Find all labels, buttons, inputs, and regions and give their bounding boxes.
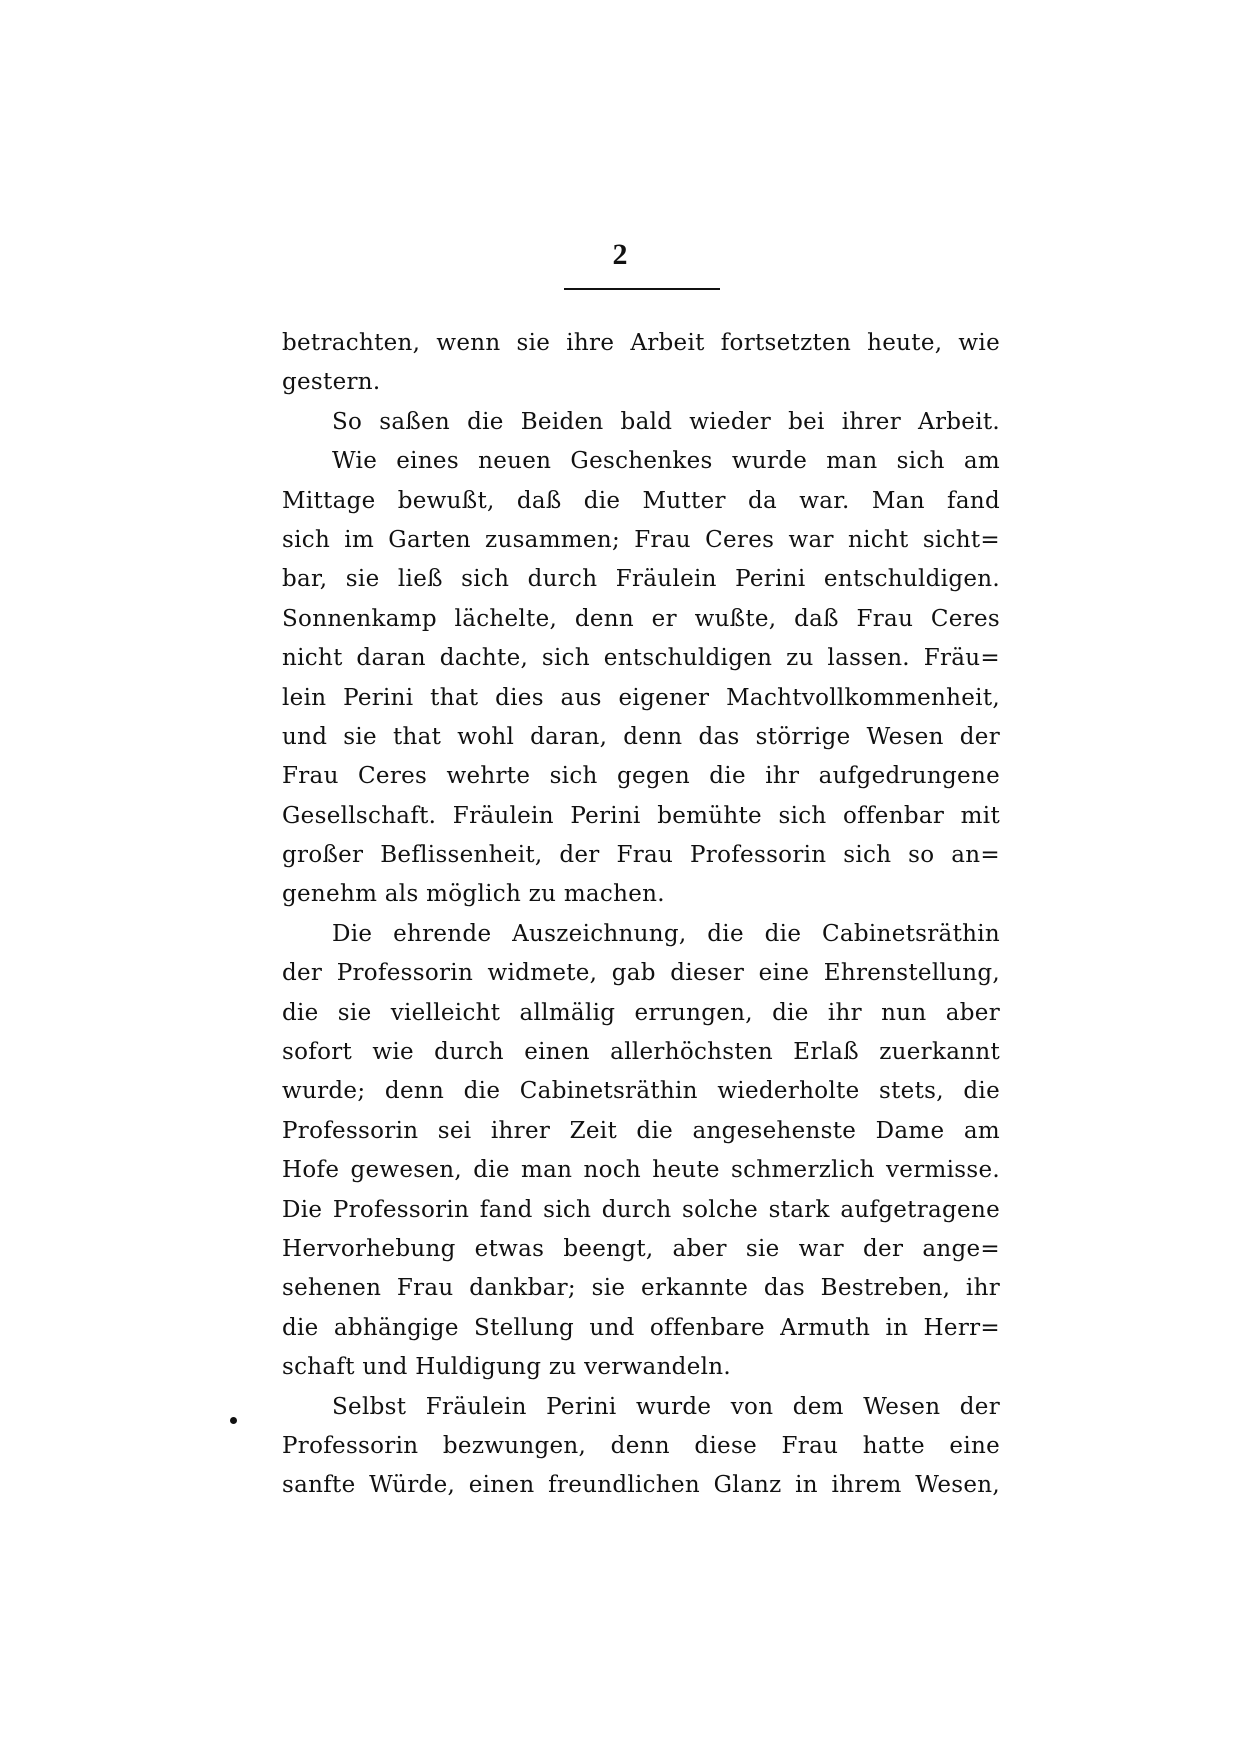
text-line: großer Beflissenheit, der Frau Professorin sich so an= — [282, 842, 1000, 869]
text-line: Selbst Fräulein Perini wurde von dem Wesen der — [332, 1393, 1000, 1420]
text-line: sehenen Frau dankbar; sie erkannte das Bestreben, ihr — [282, 1275, 1000, 1302]
text-line: die abhängige Stellung und offenbare Armuth in Herr= — [282, 1314, 1000, 1341]
text-line: Wie eines neuen Geschenkes wurde man sich am — [332, 448, 1000, 475]
text-line: sich im Garten zusammen; Frau Ceres war nicht sicht= — [282, 526, 1000, 553]
page-number: 2 — [612, 238, 628, 271]
text-line: die sie vielleicht allmälig errungen, die ihr nun aber — [282, 999, 1000, 1026]
text-line: Mittage bewußt, daß die Mutter da war. Man fand — [282, 487, 1000, 514]
text-line: So saßen die Beiden bald wieder bei ihrer Arbeit. — [332, 408, 1000, 435]
text-line: und sie that wohl daran, denn das störrige Wesen der — [282, 723, 1000, 750]
text-line: sofort wie durch einen allerhöchsten Erlaß zuerkannt — [282, 1039, 1000, 1066]
text-line: Sonnenkamp lächelte, denn er wußte, daß Frau Ceres — [282, 605, 1000, 632]
text-line: bar, sie ließ sich durch Fräulein Perini entschuldigen. — [282, 566, 1000, 593]
text-line: betrachten, wenn sie ihre Arbeit fortsetzten heute, wie — [282, 330, 1000, 356]
text-line: Frau Ceres wehrte sich gegen die ihr aufgedrungene — [282, 763, 1000, 790]
text-line: Hofe gewesen, die man noch heute schmerzlich vermisse. — [282, 1157, 1000, 1184]
margin-mark — [230, 1417, 237, 1424]
text-line: Professorin bezwungen, denn diese Frau hatte eine — [282, 1432, 1000, 1459]
text-line: nicht daran dachte, sich entschuldigen zu lassen. Fräu= — [282, 645, 1000, 672]
text-line: Professorin sei ihrer Zeit die angesehenste Dame am — [282, 1117, 1000, 1144]
text-line: Die ehrende Auszeichnung, die die Cabinetsräthin — [332, 920, 1000, 947]
text-line: schaft und Huldigung zu verwandeln. — [282, 1354, 731, 1381]
text-line: wurde; denn die Cabinetsräthin wiederholte stets, die — [282, 1078, 1000, 1105]
text-line: gestern. — [282, 369, 381, 396]
text-line: Hervorhebung etwas beengt, aber sie war der ange= — [282, 1235, 1000, 1262]
header-rule — [564, 288, 720, 290]
text-line: Die Professorin fand sich durch solche stark aufgetragene — [282, 1196, 1000, 1223]
text-line: genehm als möglich zu machen. — [282, 881, 665, 908]
text-line: sanfte Würde, einen freundlichen Glanz in ihrem Wesen, — [282, 1472, 1000, 1499]
text-line: der Professorin widmete, gab dieser eine Ehrenstellung, — [282, 960, 1000, 987]
body-text — [282, 324, 1000, 1506]
text-line: lein Perini that dies aus eigener Machtvollkommenheit, — [282, 684, 1000, 711]
text-line: Gesellschaft. Fräulein Perini bemühte sich offenbar mit — [282, 802, 1000, 829]
